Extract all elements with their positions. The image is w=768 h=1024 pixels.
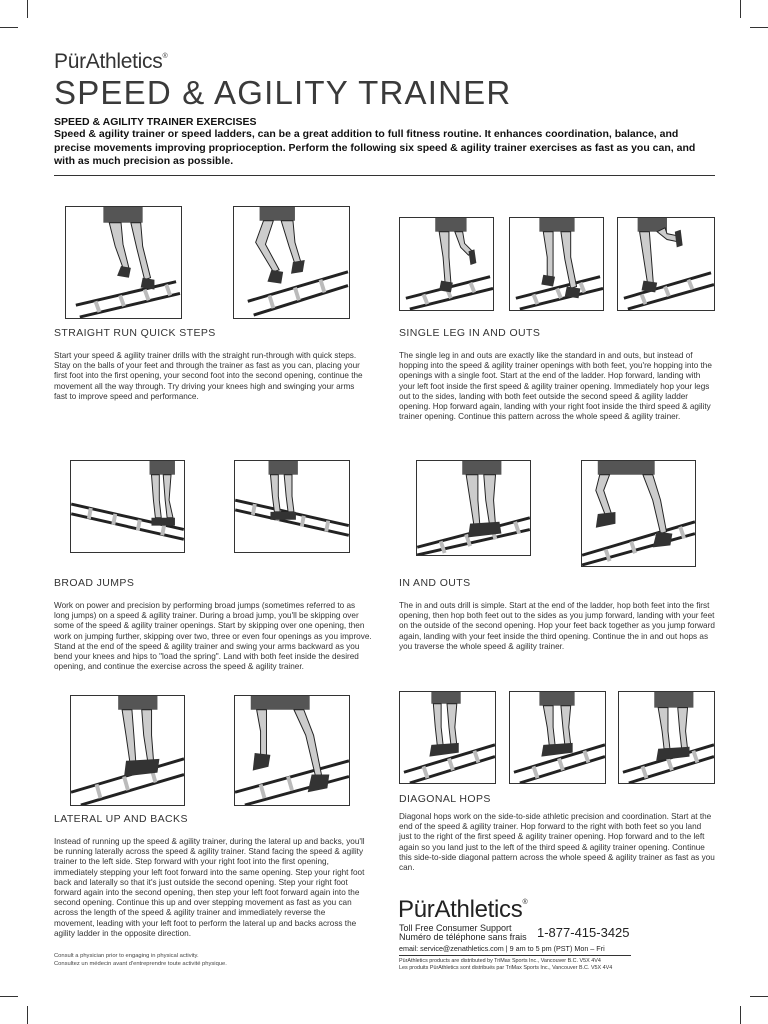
- lateral-illustration-2: [234, 695, 350, 806]
- broad-jump-illustration-1: [70, 460, 185, 553]
- single-leg-illustration-3: [617, 217, 715, 311]
- crop-mark: [750, 27, 768, 28]
- exercise-description: Start your speed & agility trainer drills with the straight run-through with quick steps. Stay on the balls of your feet and through the trainer as fast as you can, placing your first foot into the first opening, your second foot into the second opening, continue the movement all the way through. Try driving your knees high and swinging your arms fast to improve speed and performance.: [54, 351, 363, 401]
- brand-logo: PürAthletics®: [54, 50, 168, 73]
- divider: [54, 175, 715, 176]
- disclaimer-fr: Consultez un médecin avant d'entreprendre toute activité physique.: [54, 960, 227, 967]
- crop-mark: [750, 996, 768, 997]
- single-leg-illustration-1: [399, 217, 494, 311]
- support-phone: 1-877-415-3425: [537, 925, 630, 940]
- support-email: email: service@zenathletics.com | 9 am to 5 pm (PST) Mon – Fri: [399, 944, 605, 953]
- exercise-title: DIAGONAL HOPS: [399, 793, 491, 805]
- distributor-en: PürAthletics products are distributed by TriMax Sports Inc., Vancouver B.C. V5X 4V4: [399, 958, 601, 964]
- exercise-title: LATERAL UP AND BACKS: [54, 813, 188, 825]
- crop-mark: [0, 27, 18, 28]
- disclaimer-en: Consult a physician prior to engaging in physical activity.: [54, 953, 199, 959]
- exercise-description: The single leg in and outs are exactly like the standard in and outs, but instead of hopping into the speed & agility trainer openings with both feet, you're hopping into the openings with a single foot. Start at the end of the ladder. Hop forward, landing with your left foot inside the first speed & agility trainer opening. Immediately hop your legs out to the sides, landing with both feet outside the second speed & agility ladder opening. Hop forward again, landing with your right foot inside the third speed & agility trainer opening. Continue this pattern across the whole speed & agility trainer.: [399, 351, 712, 422]
- crop-mark: [740, 0, 741, 18]
- runner-illustration-2: [233, 206, 350, 319]
- page-title: SPEED & AGILITY TRAINER: [54, 74, 512, 111]
- exercise-title: BROAD JUMPS: [54, 577, 135, 589]
- crop-mark: [0, 996, 18, 997]
- intro-heading: SPEED & AGILITY TRAINER EXERCISES: [54, 116, 257, 128]
- exercise-description: Work on power and precision by performing broad jumps (sometimes referred to as long jumps) on a speed & agility trainer. During a broad jump, you'll be skipping over some of the speed & agility trainer openings. Start by skipping over one opening, then work on jumping further, skipping over two, three or even four openings as you improve. Stand at the end of the speed & agility trainer and swing your arms backward as you bend your knees and hips to "load the spring". Land with both feet inside the desired opening, and continue the exercise across the speed & agility trainer.: [54, 601, 372, 672]
- crop-mark: [740, 1006, 741, 1024]
- footer-logo: PürAthletics®: [398, 896, 528, 923]
- single-leg-illustration-2: [509, 217, 604, 311]
- exercise-description: Instead of running up the speed & agility trainer, during the lateral up and backs, you'll be running laterally across the speed & agility trainer. Stand facing the speed & agility trainer to the left side. Step forward with your right foot into the first opening, immediately stepping your left foot forward into the same opening. Step your right foot back and laterally so that it's just outside the second opening. Step your right foot forward again into the second opening, then step your left foot forward again into the second opening. Continue this up and over stepping movement as fast as you can across the length of the speed & agility trainer and immediately reverse the movement, leading with your left foot to perform the lateral up and backs across the agility ladder in the opposite direction.: [54, 837, 365, 938]
- diagonal-illustration-3: [618, 691, 715, 784]
- exercise-title: SINGLE LEG IN AND OUTS: [399, 327, 541, 339]
- exercise-title: STRAIGHT RUN QUICK STEPS: [54, 327, 216, 339]
- exercise-title: IN AND OUTS: [399, 577, 471, 589]
- broad-jump-illustration-2: [234, 460, 350, 553]
- diagonal-illustration-1: [399, 691, 496, 784]
- distributor-fr: Les produits PürAthletics sont distribués par TriMax Sports Inc., Vancouver B.C. V5X 4V4: [399, 965, 613, 971]
- support-label-en: Toll Free Consumer Support: [399, 923, 512, 933]
- diagonal-illustration-2: [509, 691, 606, 784]
- disclaimer: [54, 953, 227, 968]
- crop-mark: [27, 0, 28, 18]
- crop-mark: [27, 1006, 28, 1024]
- exercise-description: The in and outs drill is simple. Start at the end of the ladder, hop both feet into the first opening, then hop both feet out to the sides as you jump forward, landing with your feet on the outside of the second opening. Hop your feet back together as you jump forward again, landing with your feet inside the third opening. Continue the in and out hops as you traverse the whole speed & agility trainer.: [399, 601, 715, 651]
- runner-illustration-1: [65, 206, 182, 319]
- intro-text: Speed & agility trainer or speed ladders, can be a great addition to full fitness routine. It enhances coordination, balance, and precise movements improving proprioception. Perform the following six speed & agility trainer exercises as fast as you can, and with as much precision as possible.: [54, 128, 696, 167]
- in-out-illustration-1: [416, 460, 531, 556]
- exercise-description: Diagonal hops work on the side-to-side athletic precision and coordination. Start at the end of the speed & agility trainer. Hop forward to the right with both feet so you land just to the right of the first speed & agility trainer opening. Hop forward and to the left again so you land just to the left of the third speed & agility trainer opening. Continue this side-to-side diagonal pattern across the whole speed & agility trainer as fast as you can.: [399, 812, 715, 873]
- lateral-illustration-1: [70, 695, 185, 806]
- in-out-illustration-2: [581, 460, 696, 567]
- footer-divider: [399, 955, 631, 956]
- support-label-fr: Numéro de téléphone sans frais: [399, 932, 527, 942]
